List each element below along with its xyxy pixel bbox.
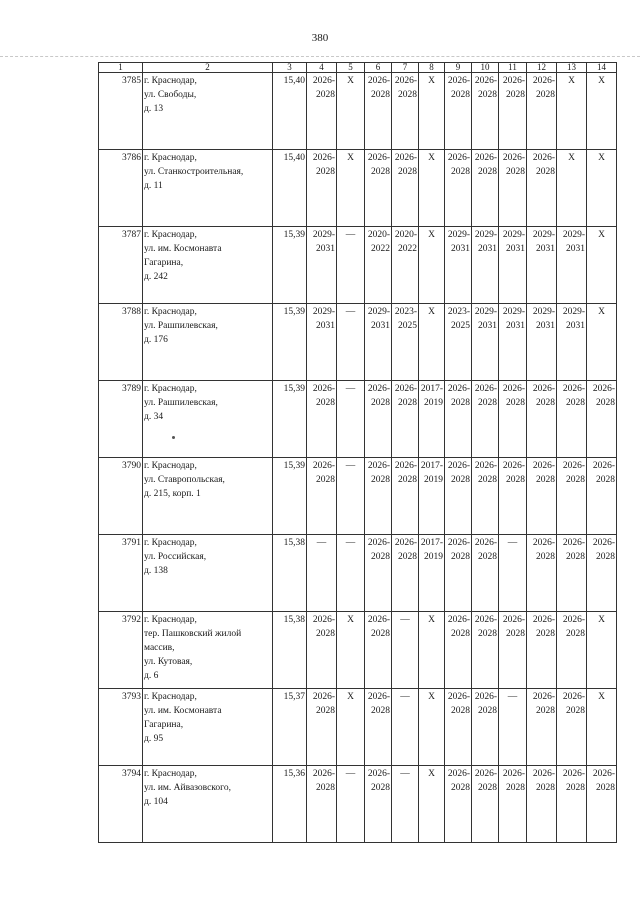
period-cell: 2026-2028 [527,535,557,612]
period-cell: 2023-2025 [445,304,472,381]
period-cell: 2029-2031 [307,227,337,304]
period-cell: 2026-2028 [392,535,419,612]
value-cell: 15,40 [273,150,307,227]
mark-cell: — [337,304,365,381]
mark-cell: X [587,689,617,766]
table-row [99,381,617,458]
value-cell: 15,36 [273,766,307,843]
column-header: 3 [273,63,307,73]
period-cell: 2026-2028 [365,766,392,843]
period-cell: 2017-2019 [419,381,445,458]
address-cell [143,150,273,227]
table-body [99,73,617,843]
column-header: 1 [99,63,143,73]
column-header: 7 [392,63,419,73]
page-number: 380 [311,32,329,44]
period-cell: 2029-2031 [472,304,499,381]
period-cell: 2023-2025 [392,304,419,381]
address-line: г. Краснодар, [144,384,197,394]
period-cell: 2026-2028 [445,73,472,150]
address-line: ул. им. Космонавта [144,706,222,716]
period-cell: 2026-2028 [307,381,337,458]
registry-table [98,62,617,843]
address-line: д. 95 [144,734,164,744]
table-row [99,535,617,612]
table-row [99,612,617,689]
period-cell: 2026-2028 [365,535,392,612]
period-cell: 2029-2031 [557,227,587,304]
stray-mark [172,436,175,439]
address-line: г. Краснодар, [144,769,197,779]
mark-cell: X [419,304,445,381]
period-cell: 2026-2028 [392,458,419,535]
period-cell: 2026-2028 [365,73,392,150]
period-cell: 2026-2028 [499,458,527,535]
table-row [99,689,617,766]
period-cell: 2026-2028 [445,150,472,227]
period-cell: 2029-2031 [527,227,557,304]
column-header: 2 [143,63,273,73]
address-cell [143,612,273,689]
table-row [99,304,617,381]
table-row [99,766,617,843]
period-cell: 2026-2028 [527,73,557,150]
period-cell: 2026-2028 [587,458,617,535]
period-cell: 2026-2028 [472,766,499,843]
address-line: Гагарина, [144,720,184,730]
address-line: д. 34 [144,412,164,422]
period-cell: 2026-2028 [557,612,587,689]
period-cell: 2026-2028 [365,612,392,689]
row-number: 3789 [99,381,143,458]
column-header: 13 [557,63,587,73]
period-cell: 2026-2028 [527,612,557,689]
period-cell: 2026-2028 [472,689,499,766]
mark-cell: X [419,73,445,150]
period-cell: 2029-2031 [445,227,472,304]
table-row [99,227,617,304]
address-line: д. 138 [144,566,168,576]
period-cell: 2026-2028 [557,689,587,766]
period-cell: 2026-2028 [307,612,337,689]
mark-cell: — [337,535,365,612]
period-cell: 2020-2022 [365,227,392,304]
period-cell: 2026-2028 [527,150,557,227]
address-line: ул. им. Айвазовского, [144,783,231,793]
period-cell: 2026-2028 [499,381,527,458]
period-cell: 2026-2028 [445,612,472,689]
period-cell: 2029-2031 [365,304,392,381]
table-row [99,73,617,150]
address-line: д. 215, корп. 1 [144,489,201,499]
address-line: массив, [144,643,175,653]
column-header: 12 [527,63,557,73]
period-cell: 2026-2028 [557,381,587,458]
address-cell [143,227,273,304]
column-header: 4 [307,63,337,73]
address-line: г. Краснодар, [144,307,197,317]
period-cell: 2026-2028 [472,381,499,458]
value-cell: 15,38 [273,535,307,612]
address-cell [143,381,273,458]
value-cell: 15,39 [273,458,307,535]
table-row [99,150,617,227]
mark-cell: — [307,535,337,612]
mark-cell: X [419,227,445,304]
address-line: тер. Пашковский жилой [144,629,242,639]
address-line: д. 6 [144,671,159,681]
address-line: г. Краснодар, [144,153,197,163]
address-line: ул. Свободы, [144,90,197,100]
period-cell: 2026-2028 [472,535,499,612]
address-cell [143,766,273,843]
period-cell: 2020-2022 [392,227,419,304]
period-cell: 2026-2028 [527,381,557,458]
address-line: г. Краснодар, [144,538,197,548]
period-cell: 2026-2028 [445,689,472,766]
mark-cell: — [392,612,419,689]
period-cell: 2029-2031 [527,304,557,381]
address-line: ул. Рашпилевская, [144,321,218,331]
row-number: 3794 [99,766,143,843]
row-number: 3790 [99,458,143,535]
mark-cell: X [419,689,445,766]
address-line: г. Краснодар, [144,230,197,240]
row-number: 3792 [99,612,143,689]
column-header: 14 [587,63,617,73]
address-line: д. 242 [144,272,168,282]
address-line: ул. Российская, [144,552,207,562]
address-cell [143,458,273,535]
column-header: 11 [499,63,527,73]
address-cell [143,535,273,612]
row-number: 3791 [99,535,143,612]
period-cell: 2026-2028 [365,689,392,766]
period-cell: 2026-2028 [365,458,392,535]
period-cell: 2026-2028 [587,535,617,612]
period-cell: 2026-2028 [392,381,419,458]
mark-cell: X [419,612,445,689]
mark-cell: X [557,73,587,150]
period-cell: 2026-2028 [472,150,499,227]
mark-cell: — [499,689,527,766]
column-header: 6 [365,63,392,73]
mark-cell: X [587,73,617,150]
address-line: ул. Ставропольская, [144,475,225,485]
period-cell: 2026-2028 [472,612,499,689]
row-number: 3785 [99,73,143,150]
period-cell: 2026-2028 [472,73,499,150]
value-cell: 15,39 [273,304,307,381]
column-number-row [99,63,617,73]
address-line: г. Краснодар, [144,692,197,702]
mark-cell: X [419,150,445,227]
period-cell: 2026-2028 [307,150,337,227]
mark-cell: X [337,612,365,689]
period-cell: 2026-2028 [307,766,337,843]
period-cell: 2026-2028 [307,458,337,535]
period-cell: 2026-2028 [557,458,587,535]
period-cell: 2026-2028 [392,73,419,150]
mark-cell: — [392,766,419,843]
period-cell: 2017-2019 [419,535,445,612]
period-cell: 2026-2028 [557,535,587,612]
mark-cell: — [337,458,365,535]
address-line: ул. Рашпилевская, [144,398,218,408]
mark-cell: X [419,766,445,843]
period-cell: 2026-2028 [445,535,472,612]
period-cell: 2026-2028 [587,381,617,458]
period-cell: 2026-2028 [445,381,472,458]
period-cell: 2026-2028 [587,766,617,843]
period-cell: 2026-2028 [445,458,472,535]
period-cell: 2026-2028 [527,689,557,766]
address-line: ул. им. Космонавта [144,244,222,254]
address-line: д. 176 [144,335,168,345]
row-number: 3793 [99,689,143,766]
period-cell: 2026-2028 [472,458,499,535]
mark-cell: X [587,227,617,304]
address-cell [143,689,273,766]
period-cell: 2029-2031 [472,227,499,304]
address-cell [143,304,273,381]
column-header: 8 [419,63,445,73]
address-line: д. 13 [144,104,164,114]
column-header: 9 [445,63,472,73]
period-cell: 2026-2028 [527,458,557,535]
mark-cell: X [587,150,617,227]
value-cell: 15,38 [273,612,307,689]
mark-cell: — [337,381,365,458]
address-line: г. Краснодар, [144,461,197,471]
period-cell: 2026-2028 [499,150,527,227]
column-header: 5 [337,63,365,73]
table-row [99,458,617,535]
address-line: ул. Кутовая, [144,657,193,667]
column-header: 10 [472,63,499,73]
period-cell: 2017-2019 [419,458,445,535]
value-cell: 15,39 [273,381,307,458]
period-cell: 2029-2031 [499,227,527,304]
mark-cell: X [337,73,365,150]
period-cell: 2026-2028 [307,689,337,766]
period-cell: 2029-2031 [557,304,587,381]
mark-cell: — [392,689,419,766]
mark-cell: — [337,227,365,304]
mark-cell: X [587,304,617,381]
period-cell: 2029-2031 [307,304,337,381]
value-cell: 15,39 [273,227,307,304]
mark-cell: — [337,766,365,843]
period-cell: 2026-2028 [365,150,392,227]
period-cell: 2026-2028 [557,766,587,843]
address-line: г. Краснодар, [144,76,197,86]
row-number: 3787 [99,227,143,304]
address-line: ул. Станкостроительная, [144,167,244,177]
period-cell: 2026-2028 [445,766,472,843]
period-cell: 2026-2028 [527,766,557,843]
mark-cell: X [337,150,365,227]
period-cell: 2026-2028 [499,766,527,843]
period-cell: 2026-2028 [365,381,392,458]
row-number: 3788 [99,304,143,381]
address-cell [143,73,273,150]
period-cell: 2029-2031 [499,304,527,381]
value-cell: 15,37 [273,689,307,766]
period-cell: 2026-2028 [307,73,337,150]
address-line: д. 11 [144,181,163,191]
mark-cell: X [557,150,587,227]
address-line: г. Краснодар, [144,615,197,625]
address-line: д. 104 [144,797,168,807]
address-line: Гагарина, [144,258,184,268]
period-cell: 2026-2028 [499,73,527,150]
mark-cell: X [587,612,617,689]
row-number: 3786 [99,150,143,227]
mark-cell: — [499,535,527,612]
header-divider [0,56,640,57]
mark-cell: X [337,689,365,766]
period-cell: 2026-2028 [392,150,419,227]
value-cell: 15,40 [273,73,307,150]
period-cell: 2026-2028 [499,612,527,689]
